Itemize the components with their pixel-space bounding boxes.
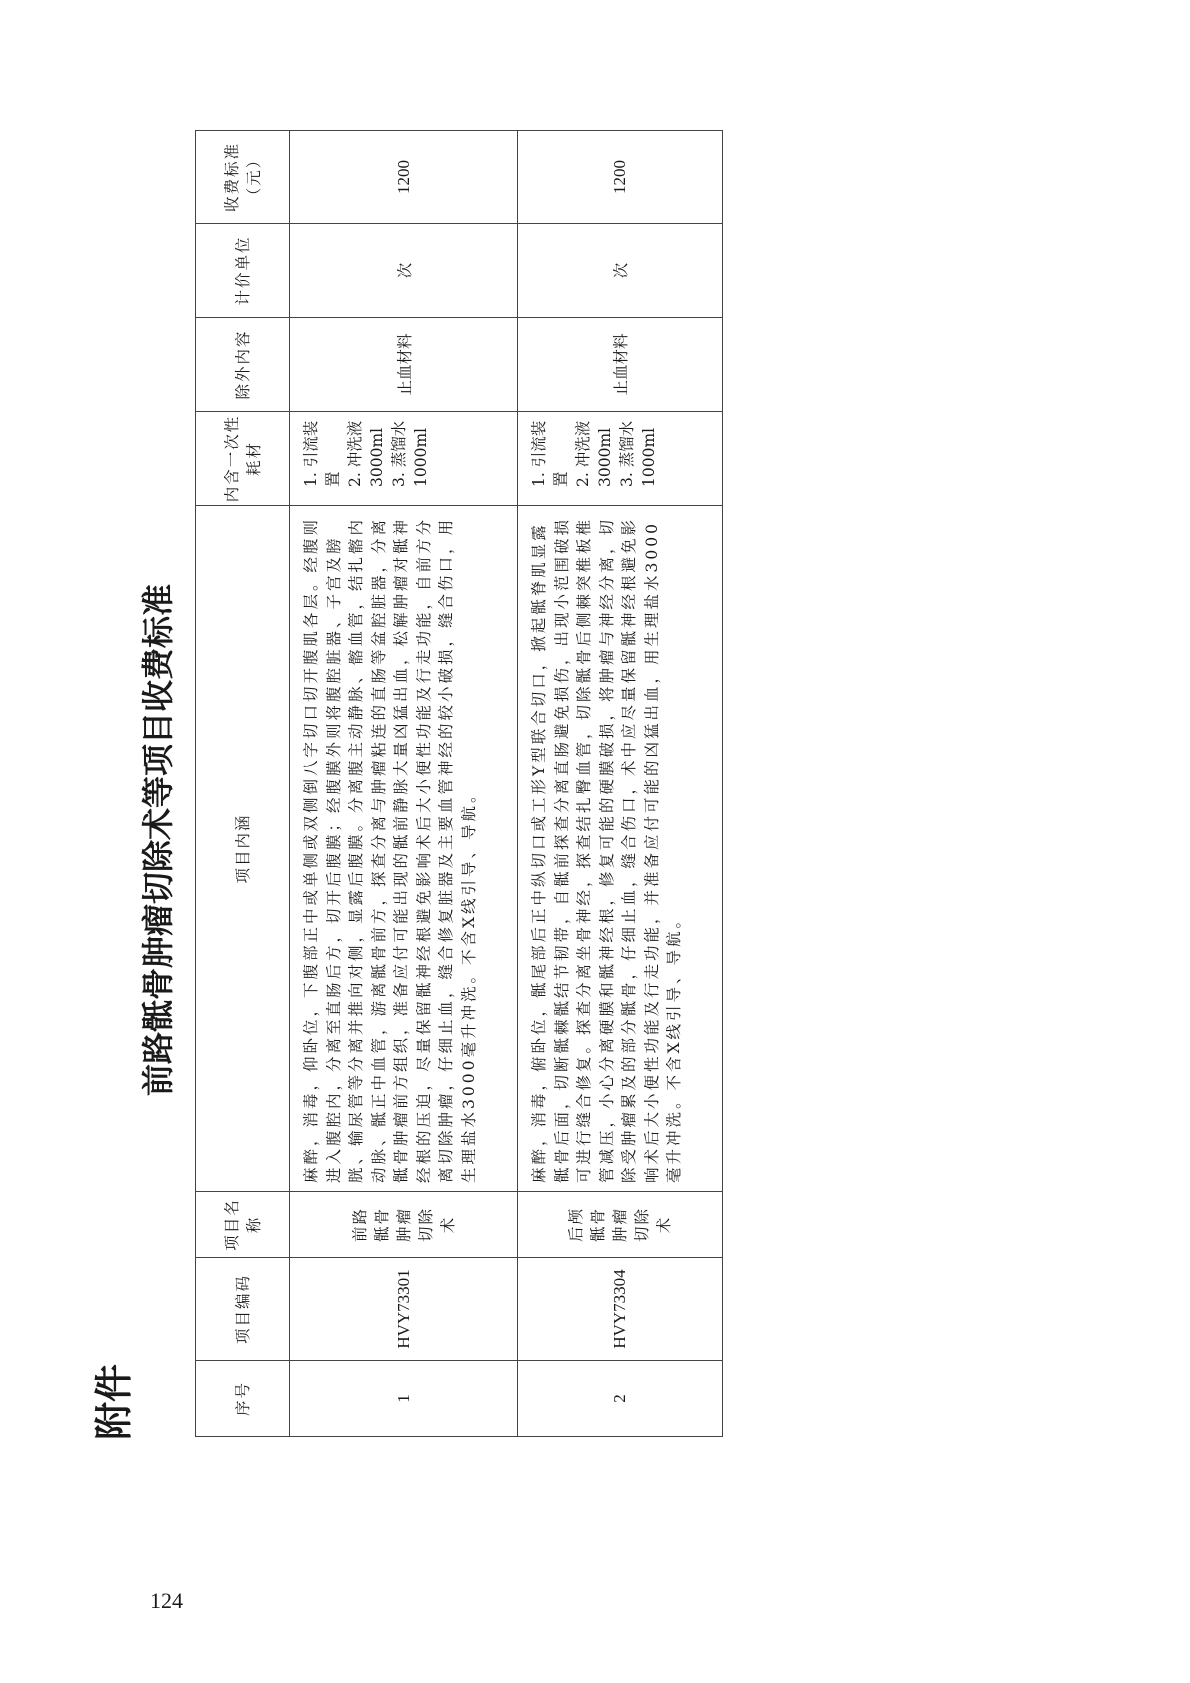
header-description: 项目内涵: [196, 506, 290, 1192]
table-row: [290, 131, 518, 1437]
row-name: 前路骶骨肿瘤切除术: [290, 1192, 518, 1258]
header-unit: 计价单位: [196, 224, 290, 318]
header-excluded: 除外内容: [196, 318, 290, 412]
row-code: HVY73304: [518, 1258, 723, 1361]
fee-table-wrapper: [195, 130, 723, 1437]
page-number: 124: [150, 1588, 183, 1613]
row-code: HVY73301: [290, 1258, 518, 1361]
consumable-item: 2. 冲洗液3000ml: [574, 420, 614, 487]
row-consumables: [290, 412, 518, 506]
header-consumables: 内含一次性耗材: [196, 412, 290, 506]
document-title: 前路骶骨肿瘤切除术等项目收费标准: [139, 584, 177, 1097]
header-code: 项目编码: [196, 1258, 290, 1361]
row-description: 麻醉，消毒，俯卧位，骶尾部后正中纵切口或工形Y型联合切口，掀起骶脊肌显露骶骨后面，切断骶棘骶结节韧带，自骶前探查分离直肠避免损伤，出现小范围破损可进行缝合修复。探查分离坐骨神经，探查结扎臀血管，切除骶骨后侧棘突椎板椎管减压，小心分离硬膜和骶神经根，修复可能的硬膜破损，将肿瘤与神经分离，切除受肿瘤累及的部分骶骨，仔细止血，缝合伤口，术中应尽量保留骶神经根避免影响术后大小便性功能及行走功能，并准备应付可能的凶猛出血，用生理盐水3000毫升冲洗。不含X线引导、导航。: [518, 506, 723, 1192]
row-consumables: [518, 412, 723, 506]
fee-table: [195, 130, 723, 1437]
row-excluded: 止血材料: [518, 318, 723, 412]
attachment-label: 附件: [92, 1363, 136, 1440]
row-fee: 1200: [290, 131, 518, 224]
row-excluded: 止血材料: [290, 318, 518, 412]
consumable-item: 3. 蒸馏水1000ml: [390, 420, 430, 487]
consumable-item: 1. 引流装置: [530, 420, 570, 487]
consumable-item: 3. 蒸馏水1000ml: [618, 420, 658, 487]
row-name: 后颅骶骨肿瘤切除术: [518, 1192, 723, 1258]
consumable-item: 1. 引流装置: [302, 420, 342, 487]
table-row: [518, 131, 723, 1437]
header-seq: 序号: [196, 1361, 290, 1437]
row-seq: 2: [518, 1361, 723, 1437]
row-seq: 1: [290, 1361, 518, 1437]
row-unit: 次: [290, 224, 518, 318]
consumable-item: 2. 冲洗液3000ml: [346, 420, 386, 487]
row-unit: 次: [518, 224, 723, 318]
row-fee: 1200: [518, 131, 723, 224]
table-header-row: [196, 131, 290, 1437]
header-fee: 收费标准（元）: [196, 131, 290, 224]
row-description: 麻醉，消毒，仰卧位，下腹部正中或单侧或双侧倒八字切口切开腹肌各层。经腹则进入腹腔内，分离至直肠后方，切开后腹膜；经腹膜外则将腹腔脏器、子宫及膀胱、输尿管等分离并推向对侧，显露后腹膜。分离腹主动静脉、髂血管，结扎髂内动脉、骶正中血管，游离骶骨前方，探查分离与肿瘤粘连的直肠等盆腔脏器，分离骶骨肿瘤前方组织，准备应付可能出现的骶前静脉大量凶猛出血，松解肿瘤对骶神经根的压迫，尽量保留骶神经根避免影响术后大小便性功能及行走功能，自前方分离切除肿瘤，仔细止血，缝合修复脏器及主要血管神经的较小破损，缝合伤口，用生理盐水3000毫升冲洗。不含X线引导、导航。: [290, 506, 518, 1192]
header-name: 项目名称: [196, 1192, 290, 1258]
